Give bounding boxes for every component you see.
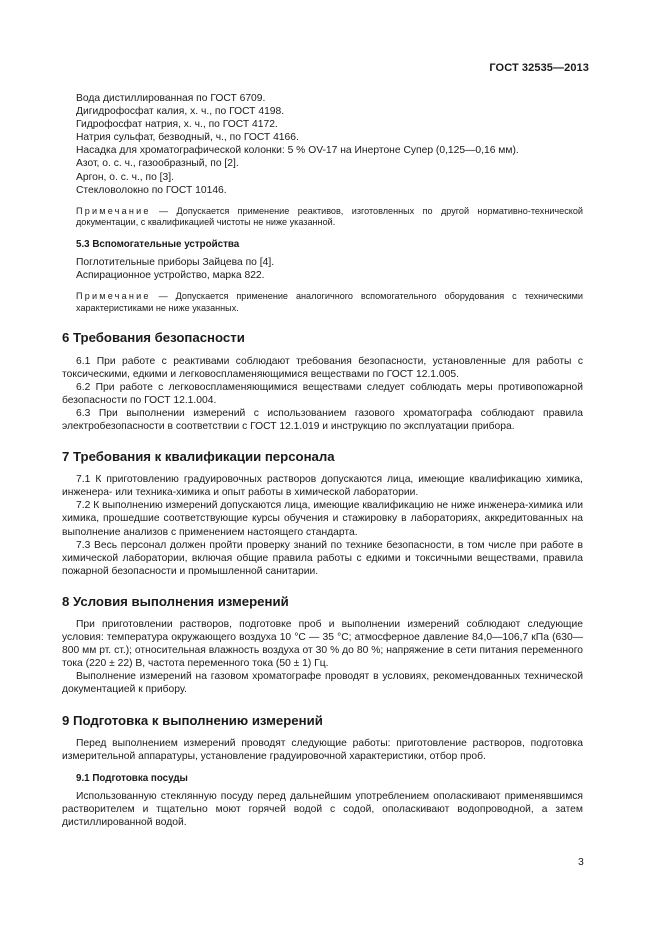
material-item: Гидрофосфат натрия, х. ч., по ГОСТ 4172. <box>76 119 278 131</box>
section-title-7: 7 Требования к квалификации персонала <box>62 449 335 465</box>
note-text: — Допускается применение аналогичного вспомогательного оборудования с техническими характеристиками не ниже указанных. <box>76 291 583 313</box>
materials-list <box>62 92 583 197</box>
paragraph-9-1: Использованную стеклянную посуду перед дальнейшим употреблением ополаскивают применявшимся растворителем и тщательно моют горячей водой с содой, ополаскивают водопроводной, а затем дистиллированной водой. <box>62 790 583 829</box>
paragraph-8-conditions: При приготовлении растворов, подготовке проб и выполнении измерений соблюдают следующие условия: температура окружающего воздуха 10 °С — 35 °С; атмосферное давление 84,0—106,7 кПа (630—800 мм рт. ст.); относительная влажность воздуха от 30 % до 80 %; напряжение в сети питания переменного тока (220 ± 22) В, частота переменного тока (50 ± 1) Гц. <box>62 619 583 670</box>
device-item: Аспирационное устройство, марка 822. <box>76 270 265 282</box>
note-label: Примечание <box>76 291 151 302</box>
paragraph-7-2: 7.2 К выполнению измерений допускаются лица, имеющие квалификацию не ниже инженера-химика или химика, прошедшие соответствующие курсы обучения и стажировку в лабораториях, аккредитованных на выполнение анализов с применением настоящего стандарта. <box>62 500 583 538</box>
material-item: Аргон, о. с. ч., по [3]. <box>76 171 174 183</box>
note-text: — Допускается применение реактивов, изготовленных по другой нормативно-технической документации, с квалификацией чистоты не ниже указанной. <box>76 205 583 228</box>
paragraph-6-2: 6.2 При работе с легковоспламеняющимися веществами следует соблюдать меры противопожарной безопасности по ГОСТ 12.1.004. <box>62 381 583 406</box>
page-number: 3 <box>578 856 584 868</box>
paragraph-7-1: 7.1 К приготовлению градуировочных растворов допускаются лица, имеющие квалификацию химика, инженера- или техника-химика и опыт работы в химической лаборатории. <box>62 474 583 499</box>
paragraph-7-3: 7.3 Весь персонал должен пройти проверку знаний по технике безопасности, в том числе при работе в химической лаборатории, включая общие правила работы с едкими и токсичными веществами, правила пожарной безопасности и промышленной санитарии. <box>62 539 583 577</box>
material-item: Насадка для хроматографической колонки: 5 % OV-17 на Инертоне Супер (0,125—0,16 мм). <box>76 145 519 157</box>
material-item: Вода дистиллированная по ГОСТ 6709. <box>76 93 266 104</box>
section-title-6: 6 Требования безопасности <box>62 330 245 346</box>
subsection-title-5-3: 5.3 Вспомогательные устройства <box>76 238 240 250</box>
subsection-title-9-1: 9.1 Подготовка посуды <box>76 772 188 784</box>
page-content <box>62 92 583 829</box>
note-equipment <box>62 291 583 314</box>
section-title-9: 9 Подготовка к выполнению измерений <box>62 712 323 728</box>
device-item: Поглотительные приборы Зайцева по [4]. <box>76 257 275 269</box>
note-reagents <box>62 206 583 229</box>
section-title-8: 8 Условия выполнения измерений <box>62 593 289 609</box>
material-item: Азот, о. с. ч., газообразный, по [2]. <box>76 158 239 170</box>
paragraph-9-intro: Перед выполнением измерений проводят следующие работы: приготовление растворов, подготовка измерительной аппаратуры, установление градуировочной характеристики, отбор проб. <box>62 737 583 762</box>
material-item: Дигидрофосфат калия, х. ч., по ГОСТ 4198. <box>76 106 285 118</box>
paragraph-8-documentation: Выполнение измерений на газовом хроматографе проводят в условиях, рекомендованных технической документацией к прибору. <box>62 671 583 696</box>
document-code-header: ГОСТ 32535—2013 <box>489 62 589 74</box>
paragraph-6-1: 6.1 При работе с реактивами соблюдают требования безопасности, установленные для работы с токсическими, едкими и легковоспламеняющимися веществами по ГОСТ 12.1.005. <box>62 355 583 380</box>
material-item: Стекловолокно по ГОСТ 10146. <box>76 184 227 196</box>
note-label: Примечание <box>76 205 151 216</box>
material-item: Натрия сульфат, безводный, ч., по ГОСТ 4166. <box>76 132 299 144</box>
paragraph-6-3: 6.3 При выполнении измерений с использованием газового хроматографа соблюдают правила электробезопасности в соответствии с ГОСТ 12.1.019 и инструкцию по эксплуатации прибора. <box>62 407 583 432</box>
